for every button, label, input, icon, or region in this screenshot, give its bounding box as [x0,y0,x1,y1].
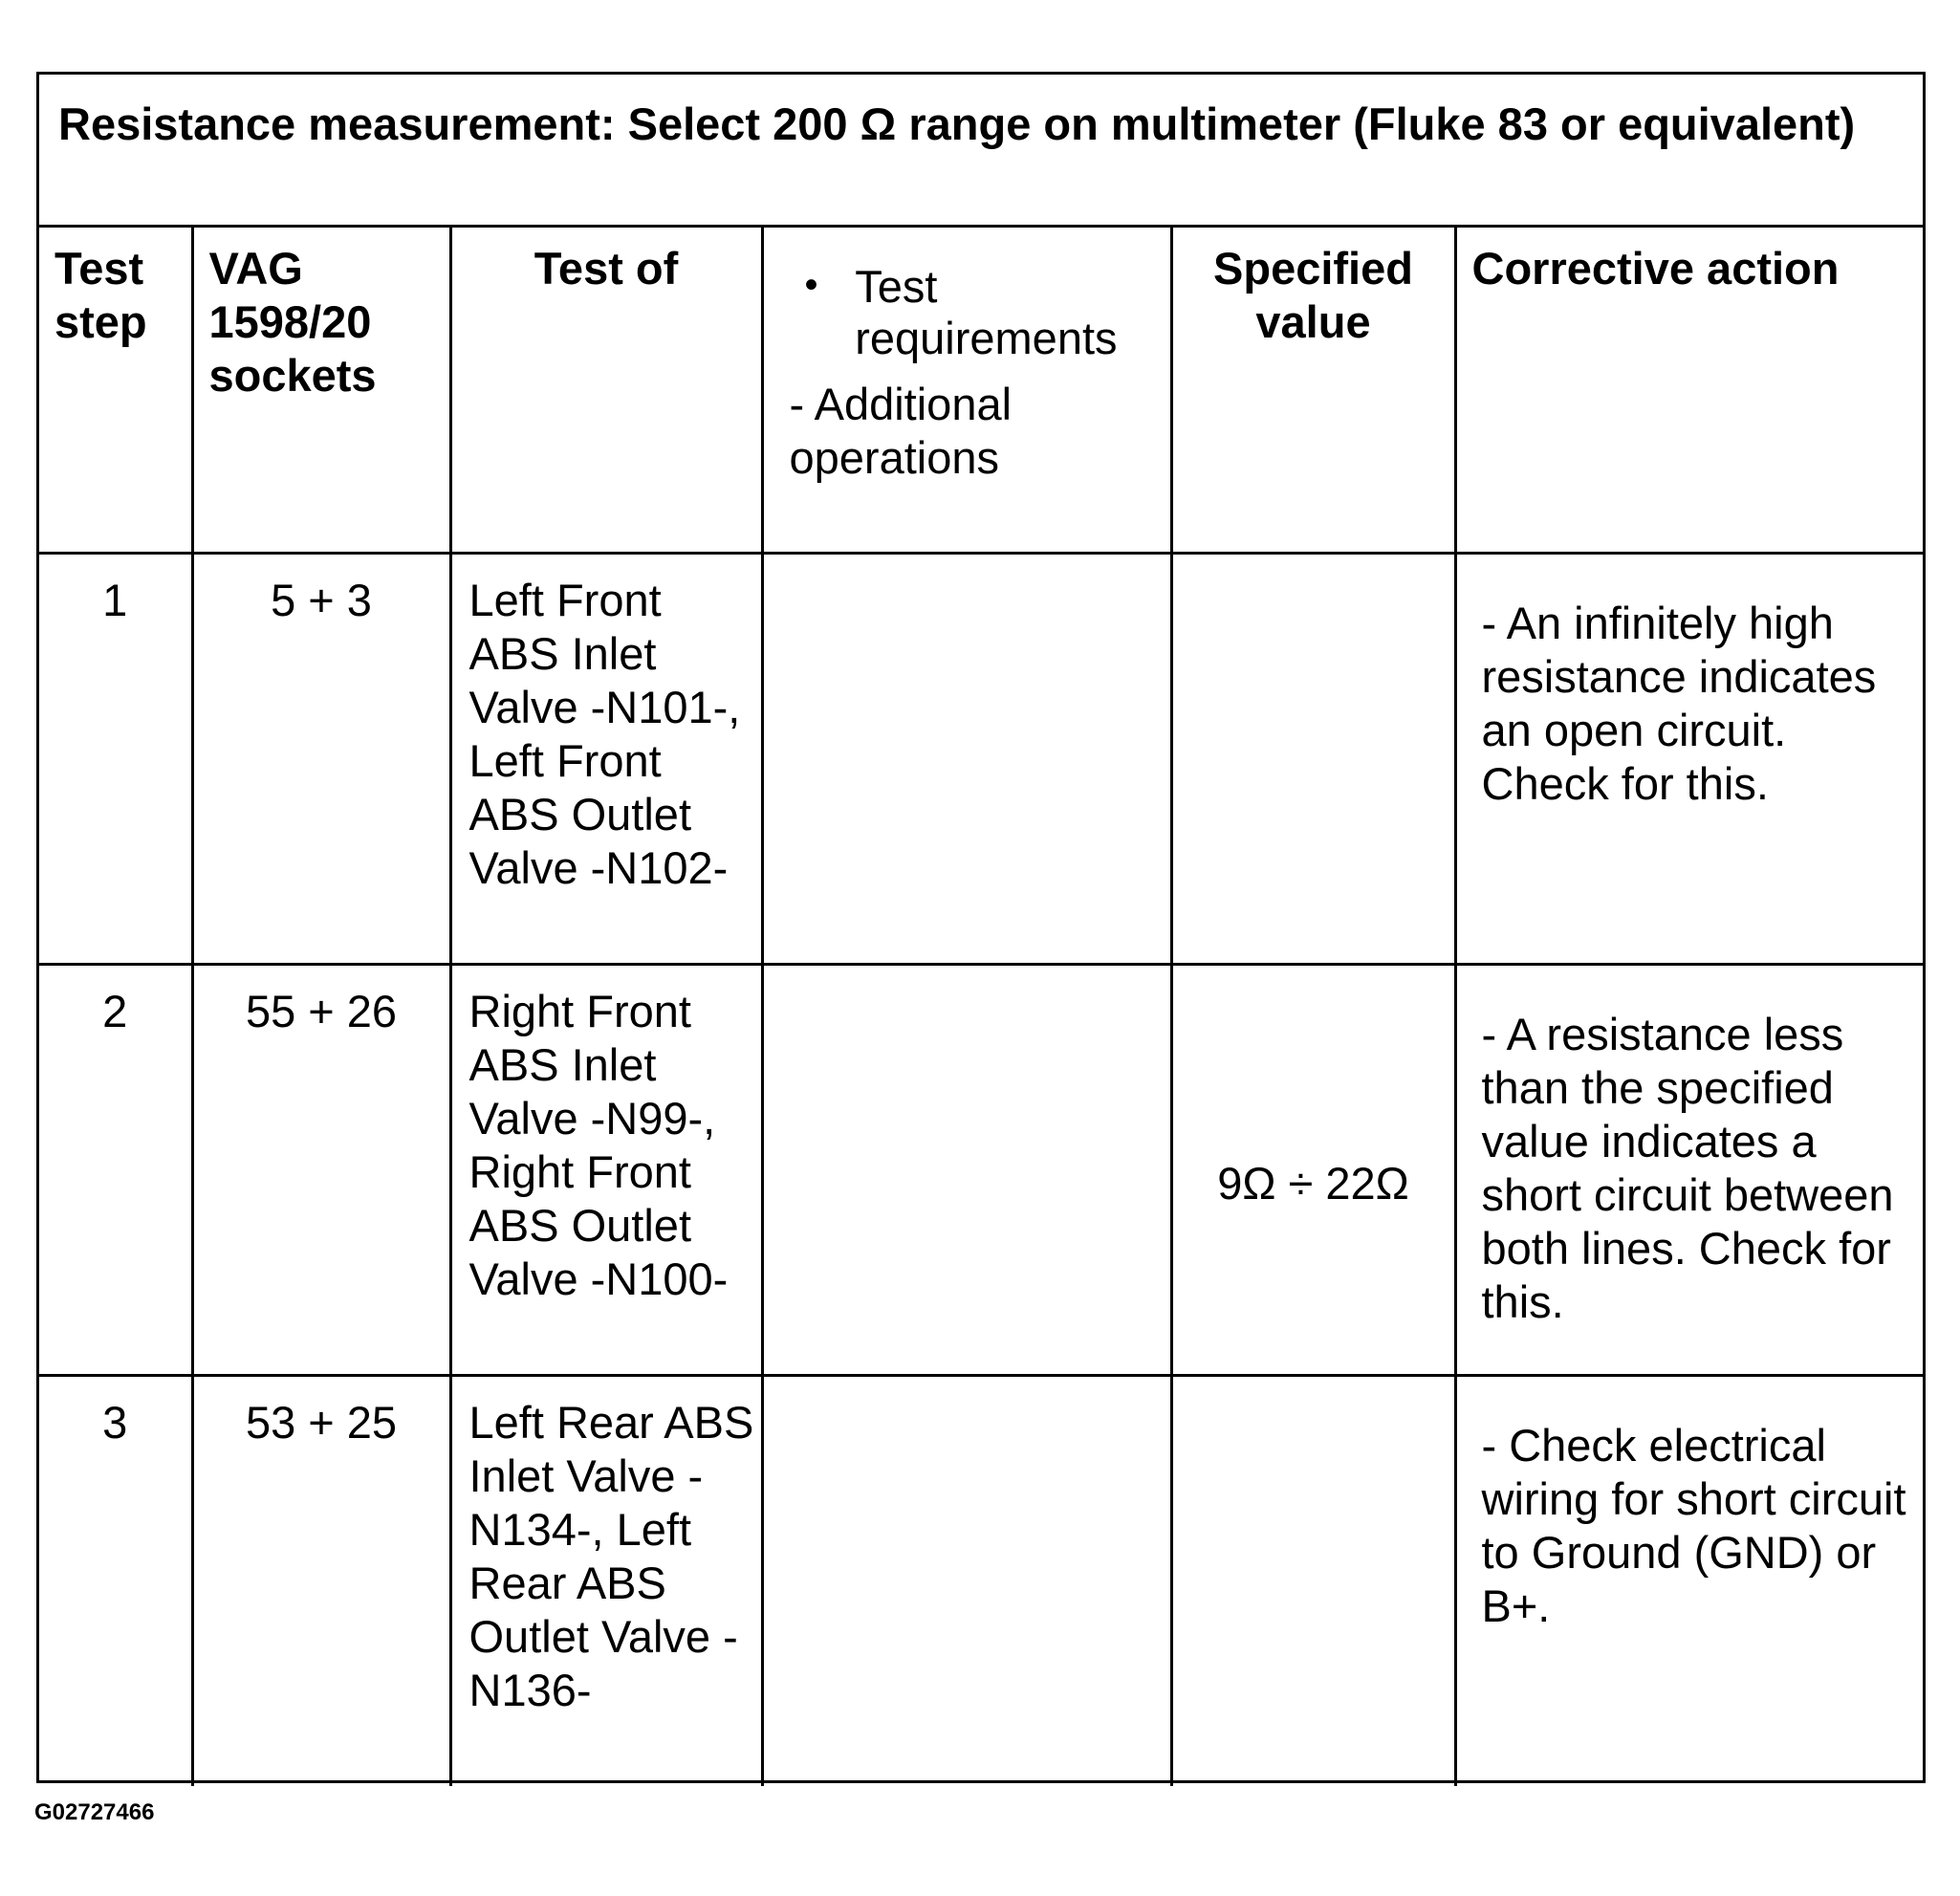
cell-test-of: Left Rear ABS Inlet Valve -N134-, Left Rear ABS Outlet Valve -N136- [450,1375,762,1786]
cell-specified-value [1171,553,1455,964]
table-row [39,964,1923,1375]
header-test-of: Test of [450,225,762,553]
header-requirements [762,225,1171,553]
cell-requirements [762,553,1171,964]
cell-sockets: 53 + 25 [192,1375,450,1786]
cell-specified-value [1171,1375,1455,1786]
requirements-bullet-item [765,242,1169,364]
figure-id: G02727466 [34,1799,155,1825]
cell-corrective-action: - Check electrical wiring for short circuit to Ground (GND) or B+. [1455,1375,1923,1786]
cell-requirements [762,1375,1171,1786]
header-specified-value: Specified value [1171,225,1455,553]
requirements-label: Test requirements [855,261,1118,363]
table-row [39,1375,1923,1786]
header-row [39,225,1923,553]
table-row [39,553,1923,964]
cell-test-of: Right Front ABS Inlet Valve -N99-, Right Front ABS Outlet Valve -N100- [450,964,762,1375]
header-sockets: VAG 1598/20 sockets [192,225,450,553]
cell-requirements [762,964,1171,1375]
cell-sockets: 55 + 26 [192,964,450,1375]
additional-operations-label: - Additional operations [789,379,1013,483]
cell-sockets: 5 + 3 [192,553,450,964]
cell-corrective-action: - An infinitely high resistance indicates an open circuit. Check for this. [1455,553,1923,964]
cell-corrective-action: - A resistance less than the specified value indicates a short circuit between both lines. Check for this. [1455,964,1923,1375]
measurement-table [39,225,1923,1786]
resistance-table-sheet [36,72,1926,1783]
table-title: Resistance measurement: Select 200 Ω range on multimeter (Fluke 83 or equivalent) [39,75,1923,228]
cell-specified-value: 9Ω ÷ 22Ω [1171,964,1455,1375]
cell-step: 1 [39,553,192,964]
header-corrective-action: Corrective action [1455,225,1923,553]
cell-step: 2 [39,964,192,1375]
header-test-step: Test step [39,225,192,553]
bullet-icon: • [804,264,818,306]
cell-step: 3 [39,1375,192,1786]
cell-test-of: Left Front ABS Inlet Valve -N101-, Left Front ABS Outlet Valve -N102- [450,553,762,964]
